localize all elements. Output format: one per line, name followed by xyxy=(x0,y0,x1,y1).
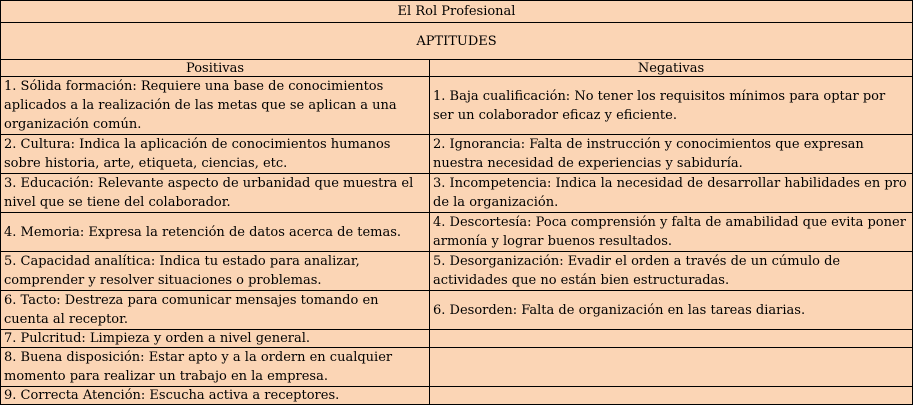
negative-cell: 1. Baja cualificación: No tener los requisitos mínimos para optar por ser un colaborador eficaz y eficiente. xyxy=(430,77,913,135)
table-row xyxy=(1,213,913,252)
table-row xyxy=(1,291,913,330)
positive-cell: 9. Correcta Atención: Escucha activa a receptores. xyxy=(1,387,430,405)
negative-cell: 4. Descortesía: Poca comprensión y falta de amabilidad que evita poner armonía y lograr buenos resultados. xyxy=(430,213,913,252)
table-row xyxy=(1,77,913,135)
column-header-negative: Negativas xyxy=(430,60,913,77)
column-header-positive: Positivas xyxy=(1,60,430,77)
table-row xyxy=(1,135,913,174)
positive-cell: 4. Memoria: Expresa la retención de datos acerca de temas. xyxy=(1,213,430,252)
positive-cell: 7. Pulcritud: Limpieza y orden a nivel general. xyxy=(1,330,430,348)
table-row xyxy=(1,387,913,405)
positive-cell: 1. Sólida formación: Requiere una base de conocimientos aplicados a la realización de las metas que se aplican a una organización común. xyxy=(1,77,430,135)
positive-cell: 5. Capacidad analítica: Indica tu estado para analizar, comprender y resolver situaciones o problemas. xyxy=(1,252,430,291)
positive-cell: 8. Buena disposición: Estar apto y a la ordern en cualquier momento para realizar un trabajo en la empresa. xyxy=(1,348,430,387)
table-row xyxy=(1,252,913,291)
table-subtitle: APTITUDES xyxy=(1,23,913,60)
negative-cell: 3. Incompetencia: Indica la necesidad de desarrollar habilidades en pro de la organización. xyxy=(430,174,913,213)
positive-cell: 3. Educación: Relevante aspecto de urbanidad que muestra el nivel que se tiene del colaborador. xyxy=(1,174,430,213)
negative-cell: 6. Desorden: Falta de organización en las tareas diarias. xyxy=(430,291,913,330)
table-row xyxy=(1,174,913,213)
negative-cell xyxy=(430,348,913,387)
positive-cell: 2. Cultura: Indica la aplicación de conocimientos humanos sobre historia, arte, etiqueta, ciencias, etc. xyxy=(1,135,430,174)
positive-cell: 6. Tacto: Destreza para comunicar mensajes tomando en cuenta al receptor. xyxy=(1,291,430,330)
negative-cell: 5. Desorganización: Evadir el orden a través de un cúmulo de actividades que no están bien estructuradas. xyxy=(430,252,913,291)
table-row xyxy=(1,348,913,387)
negative-cell xyxy=(430,387,913,405)
table-row xyxy=(1,330,913,348)
negative-cell: 2. Ignorancia: Falta de instrucción y conocimientos que expresan nuestra necesidad de experiencias y sabiduría. xyxy=(430,135,913,174)
table-title: El Rol Profesional xyxy=(1,1,913,23)
negative-cell xyxy=(430,330,913,348)
